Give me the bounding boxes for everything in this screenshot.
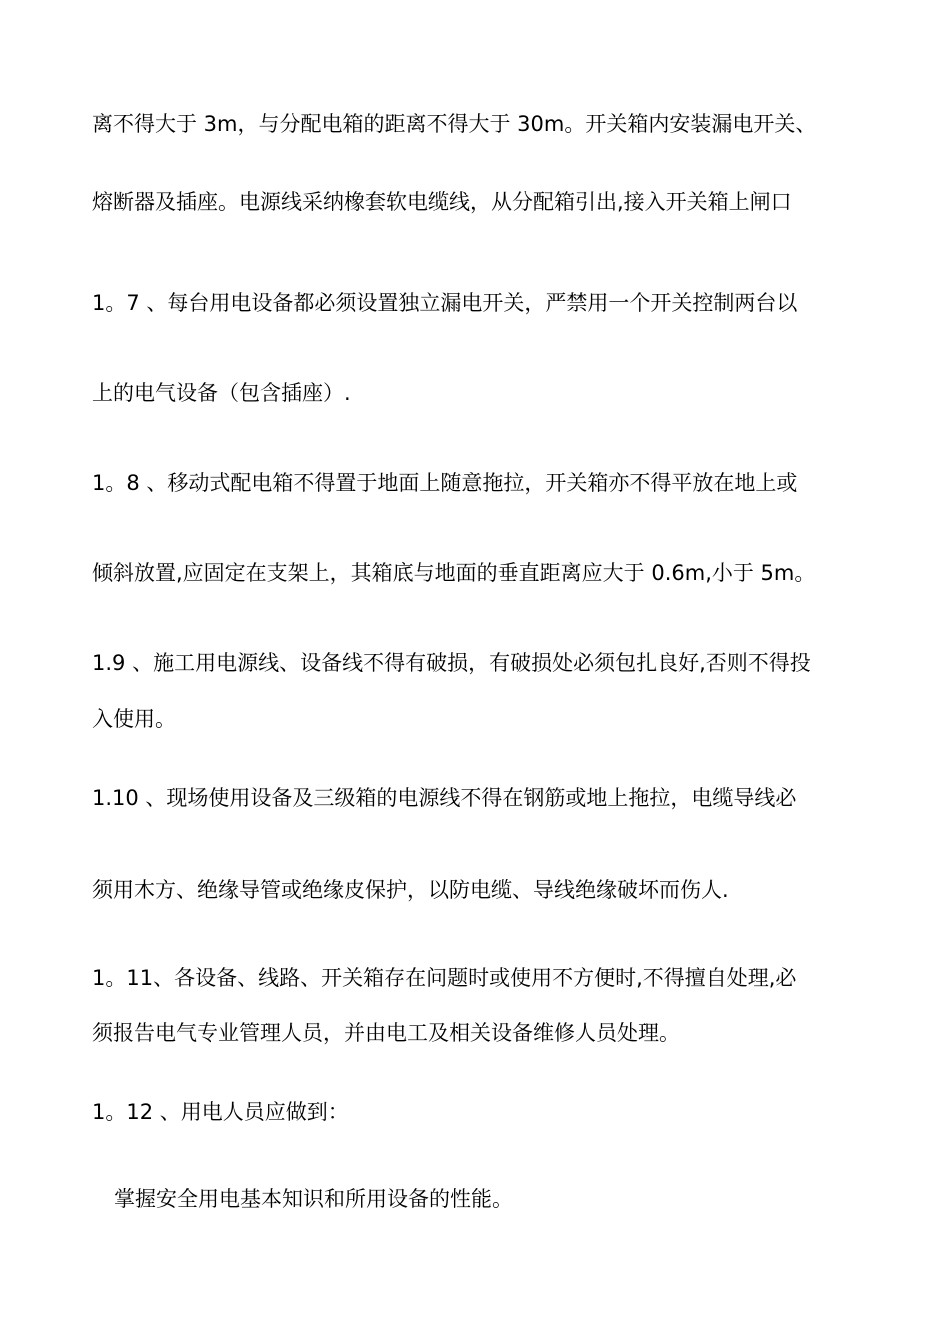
text-line: 倾斜放置,应固定在支架上，其箱底与地面的垂直距离应大于 0.6m,小于 5m。 xyxy=(92,561,816,585)
text-line: 须报告电气专业管理人员，并由电工及相关设备维修人员处理。 xyxy=(92,1021,680,1045)
text-line: 1。12 、用电人员应做到： xyxy=(92,1100,349,1124)
text-line: 须用木方、绝缘导管或绝缘皮保护，以防电缆、导线绝缘破坏而伤人. xyxy=(92,878,729,902)
text-line: 1。11、各设备、线路、开关箱存在问题时或使用不方便时,不得擅自处理,必 xyxy=(92,966,797,990)
text-line: 1.10 、现场使用设备及三级箱的电源线不得在钢筋或地上拖拉，电缆导线必 xyxy=(92,786,797,810)
text-line: 离不得大于 3m，与分配电箱的距离不得大于 30m。开关箱内安装漏电开关、 xyxy=(92,112,817,136)
text-line: 熔断器及插座。电源线采纳橡套软电缆线，从分配箱引出,接入开关箱上闸口 xyxy=(92,190,792,214)
text-line: 1.9 、施工用电源线、设备线不得有破损，有破损处必须包扎良好,否则不得投 xyxy=(92,651,811,675)
text-line: 1。8 、移动式配电箱不得置于地面上随意拖拉，开关箱亦不得平放在地上或 xyxy=(92,471,798,495)
text-line: 1。7 、每台用电设备都必须设置独立漏电开关，严禁用一个开关控制两台以 xyxy=(92,291,798,315)
text-line: 入使用。 xyxy=(92,707,176,731)
text-line: 上的电气设备（包含插座）. xyxy=(92,381,351,405)
text-line: 掌握安全用电基本知识和所用设备的性能。 xyxy=(114,1187,513,1211)
